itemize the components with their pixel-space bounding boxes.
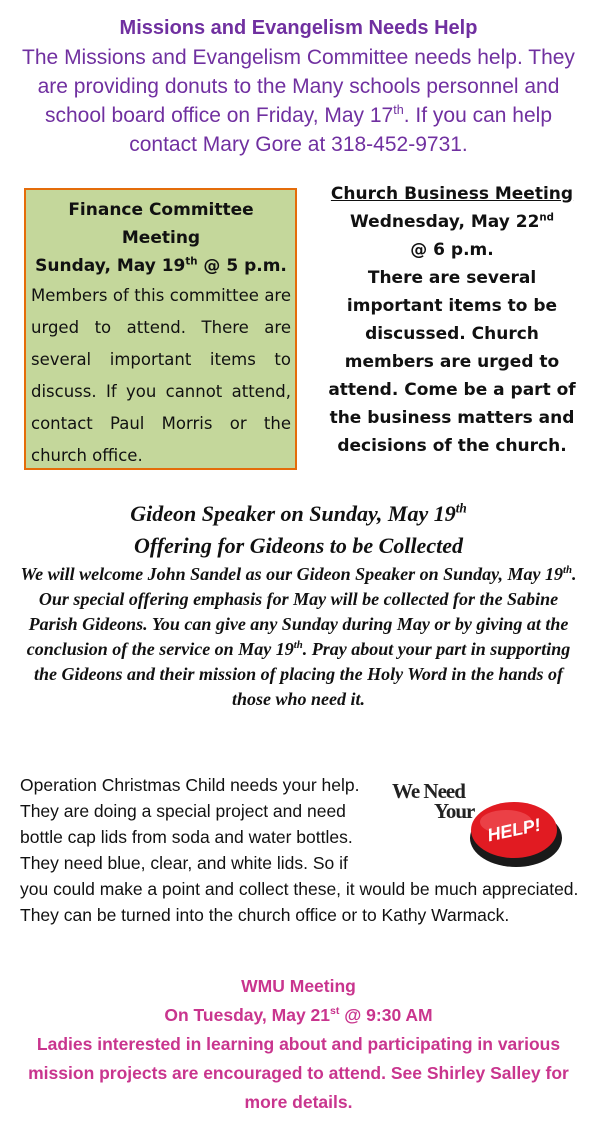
gideon-body-a-sup: th: [563, 564, 573, 576]
gideon-body-a: We will welcome John Sandel as our Gideon Speaker on Sunday, May 19: [20, 564, 564, 584]
graphic-float-spacer: [380, 772, 580, 872]
business-time: @ 6 p.m.: [410, 240, 494, 260]
finance-committee-box: [24, 188, 297, 470]
wmu-body: Ladies interested in learning about and participating in various mission projects are encouraged to attend. See Shirley Salley for more details.: [28, 1034, 569, 1112]
wmu-date: [14, 1001, 583, 1030]
missions-body-sup: th: [393, 103, 404, 117]
wmu-date-time: @ 9:30 AM: [339, 1005, 433, 1025]
gideon-body-b: . Our special offering emphasis for May will be collected for the Sabine Parish Gideons. You can give any Sunday during May or by giving at the conclusion of the service on May 19: [26, 564, 577, 659]
wmu-section: [14, 972, 583, 1117]
missions-body-text-end: . If you can help contact Mary Gore at 318-452-9731.: [129, 104, 553, 156]
finance-title: Finance Committee Meeting: [68, 200, 254, 248]
gideon-heading-1-text: Gideon Speaker on Sunday, May 19: [130, 501, 456, 526]
finance-date-sup: th: [185, 256, 198, 268]
occ-body: Operation Christmas Child needs your help. They are doing a special project and need bottle cap lids from soda and water bottles. They need blue, clear, and white lids. So if you could make a point and collect these, it would be much appreciated. They can be turned into the church office or to Kathy Warmack.: [20, 775, 579, 925]
help-button-label: HELP!: [485, 814, 543, 846]
gideon-heading-1-sup: th: [455, 500, 467, 516]
wmu-title: WMU Meeting: [241, 976, 356, 996]
gideon-body-b-sup: th: [293, 639, 303, 651]
missions-body-text: The Missions and Evangelism Committee needs help. They are providing donuts to the Many schools personnel and school board office on Friday, May 17: [22, 46, 575, 127]
business-date-sup: nd: [539, 212, 554, 224]
missions-body: [14, 43, 583, 159]
help-graphic-line1: We Need: [392, 779, 465, 803]
finance-date-text: Sunday, May 19: [35, 256, 186, 276]
finance-date: [31, 252, 291, 280]
business-body: There are several important items to be discussed. Church members are urged to attend. Come be a part of the business matters and decisions of the church.: [328, 268, 576, 456]
help-graphic-line2: Your: [434, 799, 475, 823]
wmu-date-text: On Tuesday, May 21: [164, 1005, 331, 1025]
business-date: [319, 208, 585, 236]
missions-heading: Missions and Evangelism Needs Help: [119, 17, 478, 39]
business-title: Church Business Meeting: [330, 184, 574, 204]
gideon-heading-2: Offering for Gideons to be Collected: [134, 533, 463, 558]
missions-section: [14, 14, 583, 159]
gideon-body-c: . Pray about your part in supporting the Gideons and their mission of placing the Holy Word in the hands of those who need it.: [34, 639, 571, 709]
operation-christmas-child-section: [20, 772, 580, 928]
finance-body: Members of this committee are urged to attend. There are several important items to discuss. If you cannot attend, contact Paul Morris or the church office.: [31, 286, 291, 465]
finance-date-time: @ 5 p.m.: [197, 256, 287, 276]
wmu-date-sup: st: [330, 1005, 340, 1018]
gideon-section: [14, 498, 583, 712]
business-date-text: Wednesday, May 22: [350, 212, 540, 232]
business-meeting-section: [319, 180, 585, 460]
gideon-body: [14, 562, 583, 712]
gideon-heading-1: [14, 498, 583, 530]
